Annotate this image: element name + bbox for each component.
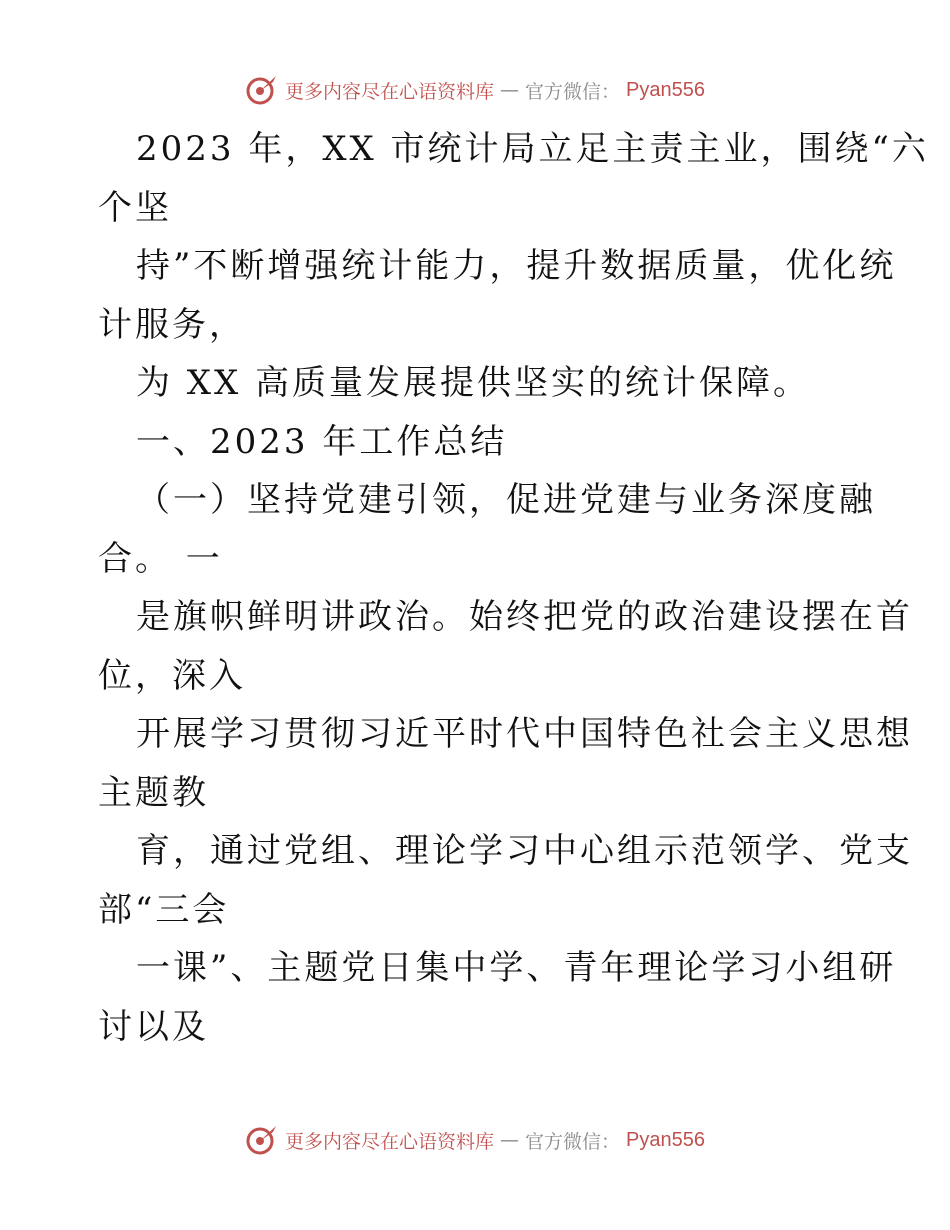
quill-pen-circle-icon bbox=[245, 1123, 279, 1157]
watermark-account-id: Pyan556 bbox=[626, 78, 705, 101]
text-line: 主题教 bbox=[98, 772, 209, 813]
text-line: 是旗帜鲜明讲政治。始终把党的政治建设摆在首 bbox=[136, 597, 913, 637]
text-line: （一）坚持党建引领，促进党建与业务深度融 bbox=[136, 480, 876, 520]
header-watermark-banner bbox=[0, 70, 950, 110]
watermark-brand-text: 更多内容尽在心语资料库 bbox=[285, 80, 495, 103]
watermark-account-id: Pyan556 bbox=[626, 1128, 705, 1151]
watermark-dash: — bbox=[500, 79, 520, 101]
text-line: 位，深入 bbox=[98, 655, 246, 696]
quill-pen-circle-icon bbox=[245, 73, 279, 107]
text-line: 2023 年，XX 市统计局立足主责主业，围绕“六 bbox=[136, 129, 929, 169]
text-line: 个坚 bbox=[98, 187, 172, 228]
watermark-account-label: 官方微信： bbox=[525, 80, 621, 103]
text-line: 计服务， bbox=[98, 304, 246, 345]
watermark-account-label: 官方微信： bbox=[525, 1130, 621, 1153]
watermark-dash: — bbox=[500, 1129, 520, 1151]
document-body bbox=[98, 120, 929, 1056]
text-line: 讨以及 bbox=[98, 1006, 209, 1047]
text-line: 育，通过党组、理论学习中心组示范领学、党支 bbox=[136, 831, 913, 871]
text-line: 一、2023 年工作总结 bbox=[136, 421, 508, 462]
footer-watermark-banner bbox=[0, 1120, 950, 1160]
watermark-brand-text: 更多内容尽在心语资料库 bbox=[285, 1130, 495, 1153]
text-line: 持”不断增强统计能力，提升数据质量，优化统 bbox=[136, 246, 897, 286]
text-line: 部“三会 bbox=[98, 889, 230, 930]
text-line: 一课”、主题党日集中学、青年理论学习小组研 bbox=[136, 948, 897, 988]
text-line: 为 XX 高质量发展提供坚实的统计保障。 bbox=[136, 363, 811, 403]
text-line: 合。 一 bbox=[98, 538, 223, 579]
text-line: 开展学习贯彻习近平时代中国特色社会主义思想 bbox=[136, 714, 913, 754]
